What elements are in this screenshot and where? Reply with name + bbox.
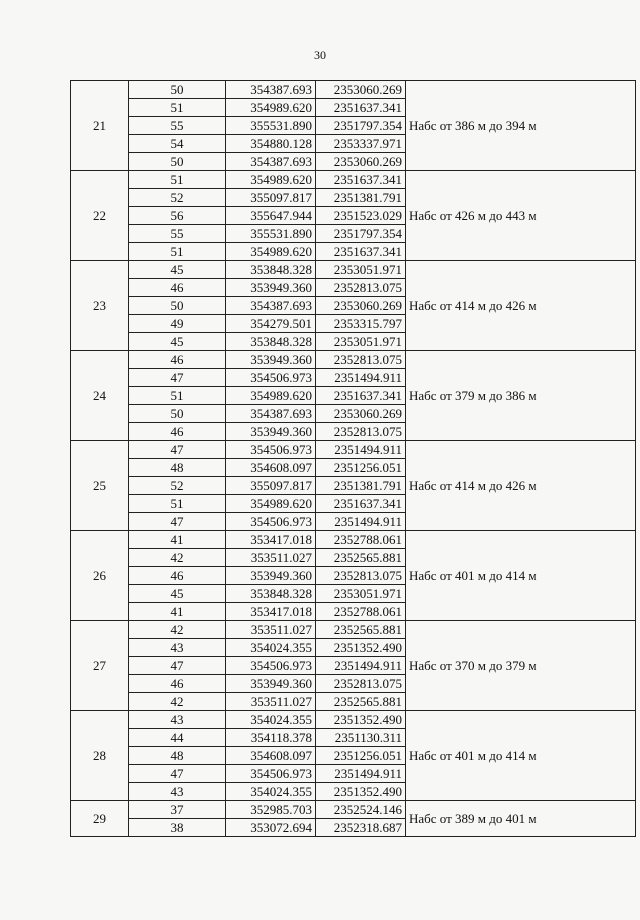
x-coordinate-cell: 354118.378 [226, 729, 316, 747]
x-coordinate-cell: 354506.973 [226, 657, 316, 675]
x-coordinate-cell: 354989.620 [226, 387, 316, 405]
x-coordinate-cell: 353511.027 [226, 693, 316, 711]
point-number-cell: 51 [129, 243, 226, 261]
x-coordinate-cell: 354506.973 [226, 513, 316, 531]
y-coordinate-cell: 2353051.971 [316, 333, 406, 351]
elevation-range-cell: Набс от 401 м до 414 м [406, 711, 636, 801]
table-row [71, 711, 636, 729]
x-coordinate-cell: 353949.360 [226, 279, 316, 297]
x-coordinate-cell: 354279.501 [226, 315, 316, 333]
point-number-cell: 42 [129, 621, 226, 639]
x-coordinate-cell: 355097.817 [226, 189, 316, 207]
x-coordinate-cell: 353949.360 [226, 675, 316, 693]
y-coordinate-cell: 2353051.971 [316, 261, 406, 279]
y-coordinate-cell: 2352318.687 [316, 819, 406, 837]
coordinates-table [70, 80, 636, 837]
x-coordinate-cell: 355531.890 [226, 225, 316, 243]
x-coordinate-cell: 353848.328 [226, 261, 316, 279]
group-number-cell: 28 [71, 711, 129, 801]
x-coordinate-cell: 354989.620 [226, 243, 316, 261]
point-number-cell: 49 [129, 315, 226, 333]
y-coordinate-cell: 2352565.881 [316, 693, 406, 711]
point-number-cell: 42 [129, 693, 226, 711]
x-coordinate-cell: 355531.890 [226, 117, 316, 135]
x-coordinate-cell: 353848.328 [226, 333, 316, 351]
point-number-cell: 43 [129, 783, 226, 801]
group-number-cell: 26 [71, 531, 129, 621]
x-coordinate-cell: 354387.693 [226, 297, 316, 315]
elevation-range-cell: Набс от 426 м до 443 м [406, 171, 636, 261]
x-coordinate-cell: 354387.693 [226, 405, 316, 423]
elevation-range-cell: Набс от 370 м до 379 м [406, 621, 636, 711]
y-coordinate-cell: 2351637.341 [316, 99, 406, 117]
y-coordinate-cell: 2352524.146 [316, 801, 406, 819]
point-number-cell: 47 [129, 369, 226, 387]
y-coordinate-cell: 2351637.341 [316, 387, 406, 405]
x-coordinate-cell: 353417.018 [226, 603, 316, 621]
point-number-cell: 47 [129, 513, 226, 531]
x-coordinate-cell: 354024.355 [226, 639, 316, 657]
x-coordinate-cell: 353511.027 [226, 549, 316, 567]
point-number-cell: 46 [129, 675, 226, 693]
point-number-cell: 48 [129, 459, 226, 477]
point-number-cell: 52 [129, 477, 226, 495]
y-coordinate-cell: 2351637.341 [316, 243, 406, 261]
y-coordinate-cell: 2351494.911 [316, 765, 406, 783]
group-number-cell: 21 [71, 81, 129, 171]
y-coordinate-cell: 2351352.490 [316, 711, 406, 729]
x-coordinate-cell: 353848.328 [226, 585, 316, 603]
y-coordinate-cell: 2353060.269 [316, 153, 406, 171]
y-coordinate-cell: 2353060.269 [316, 81, 406, 99]
x-coordinate-cell: 353417.018 [226, 531, 316, 549]
x-coordinate-cell: 352985.703 [226, 801, 316, 819]
x-coordinate-cell: 354989.620 [226, 495, 316, 513]
point-number-cell: 46 [129, 567, 226, 585]
point-number-cell: 47 [129, 441, 226, 459]
y-coordinate-cell: 2351494.911 [316, 513, 406, 531]
x-coordinate-cell: 354880.128 [226, 135, 316, 153]
elevation-range-cell: Набс от 401 м до 414 м [406, 531, 636, 621]
point-number-cell: 46 [129, 351, 226, 369]
y-coordinate-cell: 2352813.075 [316, 675, 406, 693]
y-coordinate-cell: 2352788.061 [316, 603, 406, 621]
group-number-cell: 29 [71, 801, 129, 837]
point-number-cell: 51 [129, 99, 226, 117]
point-number-cell: 56 [129, 207, 226, 225]
x-coordinate-cell: 353511.027 [226, 621, 316, 639]
table-row [71, 261, 636, 279]
y-coordinate-cell: 2352788.061 [316, 531, 406, 549]
table-row [71, 801, 636, 819]
point-number-cell: 51 [129, 171, 226, 189]
y-coordinate-cell: 2352813.075 [316, 567, 406, 585]
point-number-cell: 46 [129, 423, 226, 441]
table-row [71, 351, 636, 369]
y-coordinate-cell: 2351381.791 [316, 477, 406, 495]
x-coordinate-cell: 353949.360 [226, 423, 316, 441]
point-number-cell: 50 [129, 81, 226, 99]
group-number-cell: 25 [71, 441, 129, 531]
page-number: 30 [314, 48, 326, 62]
point-number-cell: 50 [129, 153, 226, 171]
point-number-cell: 52 [129, 189, 226, 207]
y-coordinate-cell: 2352813.075 [316, 351, 406, 369]
elevation-range-cell: Набс от 389 м до 401 м [406, 801, 636, 837]
y-coordinate-cell: 2351523.029 [316, 207, 406, 225]
x-coordinate-cell: 353949.360 [226, 567, 316, 585]
elevation-range-cell: Набс от 414 м до 426 м [406, 261, 636, 351]
x-coordinate-cell: 353072.694 [226, 819, 316, 837]
point-number-cell: 43 [129, 711, 226, 729]
y-coordinate-cell: 2353337.971 [316, 135, 406, 153]
y-coordinate-cell: 2351130.311 [316, 729, 406, 747]
point-number-cell: 45 [129, 585, 226, 603]
y-coordinate-cell: 2351797.354 [316, 117, 406, 135]
table-row [71, 621, 636, 639]
point-number-cell: 54 [129, 135, 226, 153]
y-coordinate-cell: 2353051.971 [316, 585, 406, 603]
y-coordinate-cell: 2352565.881 [316, 549, 406, 567]
x-coordinate-cell: 354024.355 [226, 711, 316, 729]
point-number-cell: 51 [129, 495, 226, 513]
x-coordinate-cell: 355647.944 [226, 207, 316, 225]
y-coordinate-cell: 2351494.911 [316, 657, 406, 675]
point-number-cell: 55 [129, 117, 226, 135]
point-number-cell: 45 [129, 333, 226, 351]
table-row [71, 81, 636, 99]
point-number-cell: 42 [129, 549, 226, 567]
point-number-cell: 43 [129, 639, 226, 657]
y-coordinate-cell: 2351637.341 [316, 171, 406, 189]
x-coordinate-cell: 354024.355 [226, 783, 316, 801]
point-number-cell: 47 [129, 657, 226, 675]
group-number-cell: 22 [71, 171, 129, 261]
y-coordinate-cell: 2352813.075 [316, 279, 406, 297]
y-coordinate-cell: 2351637.341 [316, 495, 406, 513]
table-row [71, 441, 636, 459]
elevation-range-cell: Набс от 386 м до 394 м [406, 81, 636, 171]
y-coordinate-cell: 2351797.354 [316, 225, 406, 243]
point-number-cell: 51 [129, 387, 226, 405]
x-coordinate-cell: 354506.973 [226, 765, 316, 783]
x-coordinate-cell: 354387.693 [226, 81, 316, 99]
x-coordinate-cell: 354989.620 [226, 171, 316, 189]
x-coordinate-cell: 353949.360 [226, 351, 316, 369]
point-number-cell: 50 [129, 297, 226, 315]
point-number-cell: 46 [129, 279, 226, 297]
x-coordinate-cell: 354989.620 [226, 99, 316, 117]
y-coordinate-cell: 2351256.051 [316, 459, 406, 477]
y-coordinate-cell: 2351256.051 [316, 747, 406, 765]
y-coordinate-cell: 2351381.791 [316, 189, 406, 207]
x-coordinate-cell: 354387.693 [226, 153, 316, 171]
y-coordinate-cell: 2353060.269 [316, 405, 406, 423]
group-number-cell: 27 [71, 621, 129, 711]
x-coordinate-cell: 354506.973 [226, 441, 316, 459]
point-number-cell: 37 [129, 801, 226, 819]
table-row [71, 171, 636, 189]
x-coordinate-cell: 354506.973 [226, 369, 316, 387]
x-coordinate-cell: 354608.097 [226, 747, 316, 765]
point-number-cell: 41 [129, 531, 226, 549]
elevation-range-cell: Набс от 379 м до 386 м [406, 351, 636, 441]
y-coordinate-cell: 2352565.881 [316, 621, 406, 639]
y-coordinate-cell: 2351352.490 [316, 783, 406, 801]
point-number-cell: 50 [129, 405, 226, 423]
x-coordinate-cell: 355097.817 [226, 477, 316, 495]
y-coordinate-cell: 2353315.797 [316, 315, 406, 333]
point-number-cell: 55 [129, 225, 226, 243]
point-number-cell: 48 [129, 747, 226, 765]
point-number-cell: 47 [129, 765, 226, 783]
y-coordinate-cell: 2353060.269 [316, 297, 406, 315]
group-number-cell: 24 [71, 351, 129, 441]
y-coordinate-cell: 2351494.911 [316, 441, 406, 459]
table-row [71, 531, 636, 549]
point-number-cell: 38 [129, 819, 226, 837]
elevation-range-cell: Набс от 414 м до 426 м [406, 441, 636, 531]
group-number-cell: 23 [71, 261, 129, 351]
point-number-cell: 45 [129, 261, 226, 279]
coordinates-table-body [71, 81, 636, 837]
y-coordinate-cell: 2351352.490 [316, 639, 406, 657]
y-coordinate-cell: 2352813.075 [316, 423, 406, 441]
x-coordinate-cell: 354608.097 [226, 459, 316, 477]
y-coordinate-cell: 2351494.911 [316, 369, 406, 387]
point-number-cell: 44 [129, 729, 226, 747]
point-number-cell: 41 [129, 603, 226, 621]
